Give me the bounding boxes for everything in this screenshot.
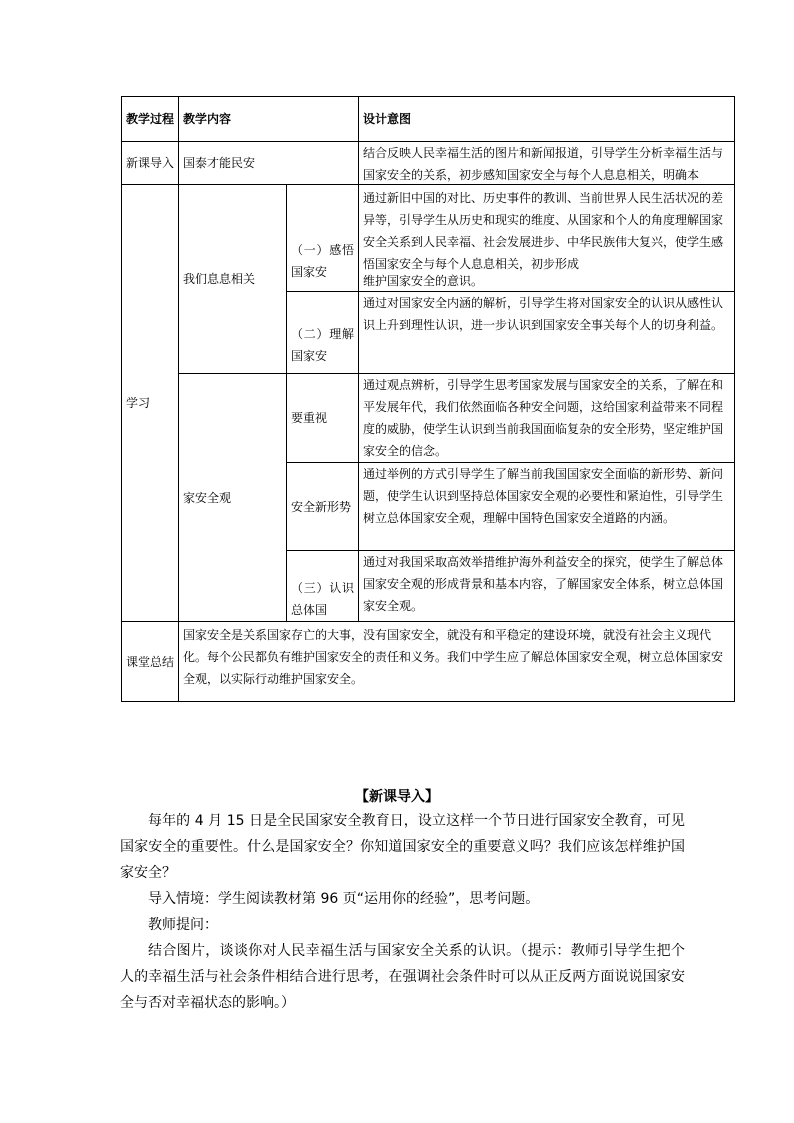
question-paragraph: 结合图片，谈谈你对人民幸福生活与国家安全关系的认识。（提示：教师引导学生把个人的幸福生活与社会条件相结合进行思考，在强调社会条件时可以从正反两方面说说国家安全与否对幸福状态的影响。） xyxy=(120,943,685,1011)
topic2-sub2-label: 安全新形势 xyxy=(287,463,359,551)
header-content: 教学内容 xyxy=(179,97,359,142)
header-process: 教学过程 xyxy=(122,97,179,142)
summary-label: 课堂总结 xyxy=(122,622,179,702)
topic2-sub1-label: 要重视 xyxy=(287,374,359,463)
topic2-sub3-label: （三）认识总体国 xyxy=(287,551,359,622)
intro-intent-text: 结合反映人民幸福生活的图片和新闻报道，引导学生分析幸福生活与国家安全的关系，初步感知国家安全与每个人息息相关，明确本 xyxy=(363,146,724,182)
summary-text: 国家安全是关系国家存亡的大事，没有国家安全，就没有和平稳定的建设环境，就没有社会主义现代化。每个公民都负有维护国家安全的责任和义务。我们中学生应了解总体国家安全观，树立总体国家安全观，以实际行动维护国家安全。 xyxy=(179,622,735,702)
topic1-sub2-label: （二）理解国家安 xyxy=(287,292,359,374)
study-label: 学习 xyxy=(122,185,179,622)
topic2-sub1-intent: 通过观点辨析，引导学生思考国家发展与国家安全的关系，了解在和平发展年代，我们依然面临各种安全问题，这给国家利益带来不同程度的威胁，使学生认识到当前我国面临复杂的安全形势，坚定维护国家安全的信念。 xyxy=(359,374,735,463)
topic1-title: 我们息息相关 xyxy=(179,185,287,374)
scenario-paragraph: 导入情境：学生阅读教材第 96 页“运用你的经验”，思考问题。 xyxy=(148,891,540,907)
topic2-sub2-intent: 通过举例的方式引导学生了解当前我国国家安全面临的新形势、新问题，使学生认识到坚持总体国家安全观的必要性和紧迫性，引导学生树立总体国家安全观，理解中国特色国家安全道路的内涵。 xyxy=(359,463,735,551)
table-row-topic1-sub1 xyxy=(122,185,735,292)
intro-paragraph: 每年的 4 月 15 日是全民国家安全教育日，设立这样一个节日进行国家安全教育，可见国家安全的重要性。什么是国家安全？你知道国家安全的重要意义吗？我们应该怎样维护国家安全？ xyxy=(120,813,685,881)
topic2-title: 家安全观 xyxy=(179,374,287,622)
section-title: 【新课导入】 xyxy=(355,789,439,805)
topic2-sub3-intent: 通过对我国采取高效举措维护海外利益安全的探究，使学生了解总体国家安全观的形成背景和基本内容，了解国家安全体系，树立总体国家安全观。 xyxy=(359,551,735,622)
table-row-topic2-sub1 xyxy=(122,374,735,463)
table-row-summary xyxy=(122,622,735,702)
table-row-intro xyxy=(122,142,735,185)
teacher-question-label: 教师提问： xyxy=(148,917,218,933)
topic1-sub1-intent: 通过新旧中国的对比、历史事件的教训、当前世界人民生活状况的差异等，引导学生从历史和现实的维度、从国家和个人的角度理解国家安全关系到人民幸福、社会发展进步、中华民族伟大复兴，使学生感悟国家安全与每个人息息相关，初步形成 维护国家安全的意识。 xyxy=(359,185,735,292)
table-header-row xyxy=(122,97,735,142)
intro-content: 国泰才能民安 xyxy=(179,142,359,185)
topic1-sub2-intent: 通过对国家安全内涵的解析，引导学生将对国家安全的认识从感性认识上升到理性认识，进一步认识到国家安全事关每个人的切身利益。 xyxy=(359,292,735,374)
intro-intent xyxy=(359,142,735,185)
intro-process: 新课导入 xyxy=(122,142,179,185)
header-intent: 设计意图 xyxy=(359,97,735,142)
topic1-sub1-intent-tail: 维护国家安全的意识。 xyxy=(363,274,484,288)
topic1-sub1-label: （一）感悟国家安 xyxy=(287,185,359,292)
lesson-plan-table xyxy=(121,96,735,702)
